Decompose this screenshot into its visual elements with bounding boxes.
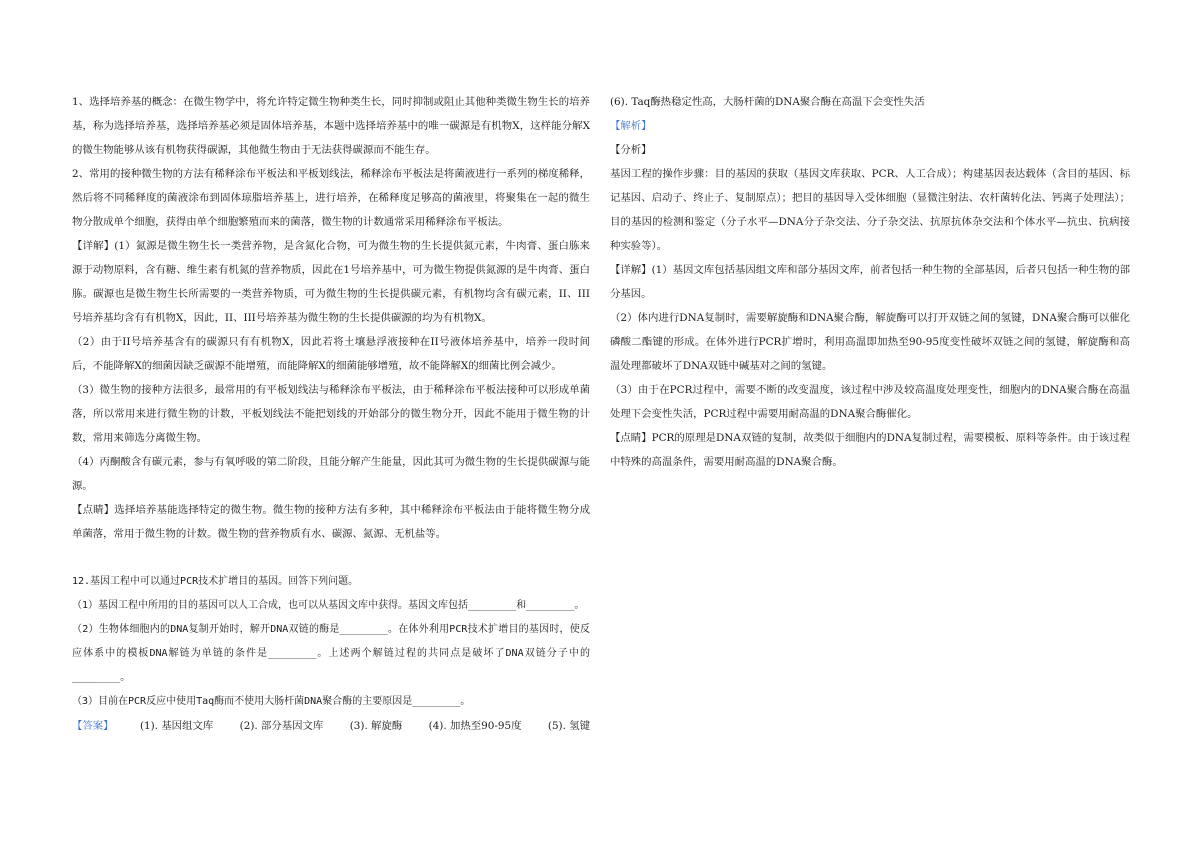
- right-column: [610, 90, 1130, 474]
- answer-item: (4). 加热至90-95度: [428, 720, 522, 732]
- question-part: （3）目前在PCR反应中使用Taq酶而不使用大肠杆菌DNA聚合酶的主要原因是________。: [72, 696, 471, 707]
- paragraph: （3）由于在PCR过程中，需要不断的改变温度，该过程中涉及较高温度处理变性，细胞内的DNA聚合酶在高温处理下会变性失活，PCR过程中需要用耐高温的DNA聚合酶催化。: [610, 384, 1130, 420]
- paragraph: （3）微生物的接种方法很多，最常用的有平板划线法与稀释涂布平板法，由于稀释涂布平板法接种可以形成单菌落，所以常用来进行微生物的计数，平板划线法不能把划线的开始部分的微生物分开，因此不能用于微生物的计数，常用来筛选分离微生物。: [72, 384, 590, 444]
- left-column: [72, 90, 590, 738]
- paragraph: （4）丙酮酸含有碳元素，参与有氧呼吸的第二阶段，且能分解产生能量，因此其可为微生物的生长提供碳源与能源。: [72, 456, 590, 492]
- paragraph: 【详解】(1）氮源是微生物生长一类营养物，是含氮化合物，可为微生物的生长提供氮元素，牛肉膏、蛋白胨来源于动物原料，含有糖、维生素有机氮的营养物质，因此在1号培养基中，可为微生物提供氮源的是牛肉膏、蛋白胨。碳源也是微生物生长所需要的一类营养物质，可为微生物的生长提供碳元素，有机物均含有碳元素，II、III号培养基均含有有机物X，因此，II、III号培养基为微生物的生长提供碳源的均为有机物X。: [72, 240, 590, 324]
- paragraph: （2）由于II号培养基含有的碳源只有有机物X，因此若将土壤悬浮液接种在II号液体培养基中，培养一段时间后，不能降解X的细菌因缺乏碳源不能增殖，而能降解X的细菌能够增殖，故不能降解X的细菌比例会减少。: [72, 336, 590, 372]
- answer-item: (6). Taq酶热稳定性高，大肠杆菌的DNA聚合酶在高温下会变性失活: [610, 96, 925, 108]
- paragraph: （2）体内进行DNA复制时，需要解旋酶和DNA聚合酶，解旋酶可以打开双链之间的氢键，DNA聚合酶可以催化磷酸二酯键的形成。在体外进行PCR扩增时，利用高温即加热至90-95度变性破坏双链之间的氢键，解旋酶和高温处理都破坏了DNA双链中碱基对之间的氢键。: [610, 312, 1130, 372]
- answer-item: (3). 解旋酶: [349, 720, 403, 732]
- question-stem: 12.基因工程中可以通过PCR技术扩增目的基因。回答下列问题。: [72, 576, 359, 587]
- paragraph: 基因工程的操作步骤：目的基因的获取（基因文库获取、PCR、人工合成）；构建基因表达载体（含目的基因、标记基因、启动子、终止子、复制原点）；把目的基因导入受体细胞（显微注射法、农杆菌转化法、钙离子处理法）；目的基因的检测和鉴定（分子水平—DNA分子杂交法、分子杂交法、抗原抗体杂交法和个体水平—抗虫、抗病接种实验等）。: [610, 168, 1130, 252]
- question-part: （1）基因工程中所用的目的基因可以人工合成，也可以从基因文库中获得。基因文库包括________和________。: [72, 600, 585, 611]
- answer-tag: 【答案】: [72, 720, 114, 732]
- section-gap: [72, 546, 590, 570]
- paragraph: 2、常用的接种微生物的方法有稀释涂布平板法和平板划线法，稀释涂布平板法是将菌液进行一系列的梯度稀释，然后将不同稀释度的菌液涂布到固体琼脂培养基上，进行培养，在稀释度足够高的菌液里，将聚集在一起的微生物分散成单个细胞，获得由单个细胞繁殖而来的菌落，微生物的计数通常采用稀释涂布平板法。: [72, 168, 590, 228]
- answer-item: (2). 部分基因文库: [239, 720, 324, 732]
- paragraph: 【点睛】PCR的原理是DNA双链的复制，故类似于细胞内的DNA复制过程，需要模板、原料等条件。由于该过程中特殊的高温条件，需要用耐高温的DNA聚合酶。: [610, 432, 1130, 468]
- question-part: （2）生物体细胞内的DNA复制开始时，解开DNA双链的酶是________。在体外利用PCR技术扩增目的基因时，使反应体系中的模板DNA解链为单链的条件是________。上述两个解链过程的共同点是破坏了DNA双链分子中的________。: [72, 624, 590, 683]
- answer-row: [72, 714, 590, 738]
- paragraph: 【点睛】选择培养基能选择特定的微生物。微生物的接种方法有多种，其中稀释涂布平板法由于能将微生物分成单菌落，常用于微生物的计数。微生物的营养物质有水、碳源、氮源、无机盐等。: [72, 504, 590, 540]
- answer-item: (1). 基因组文库: [139, 720, 214, 732]
- paragraph: 【详解】(1）基因文库包括基因组文库和部分基因文库，前者包括一种生物的全部基因，后者只包括一种生物的部分基因。: [610, 264, 1130, 300]
- paragraph: 【分析】: [610, 144, 652, 156]
- analysis-tag: 【解析】: [610, 120, 652, 132]
- answer-item: (5). 氢键: [547, 720, 590, 732]
- paragraph: 1、选择培养基的概念：在微生物学中，将允许特定微生物种类生长，同时抑制或阻止其他种类微生物生长的培养基，称为选择培养基，选择培养基必须是固体培养基，本题中选择培养基中的唯一碳源是有机物X，这样能分解X的微生物能够从该有机物获得碳源，其他微生物由于无法获得碳源而不能生存。: [72, 96, 590, 156]
